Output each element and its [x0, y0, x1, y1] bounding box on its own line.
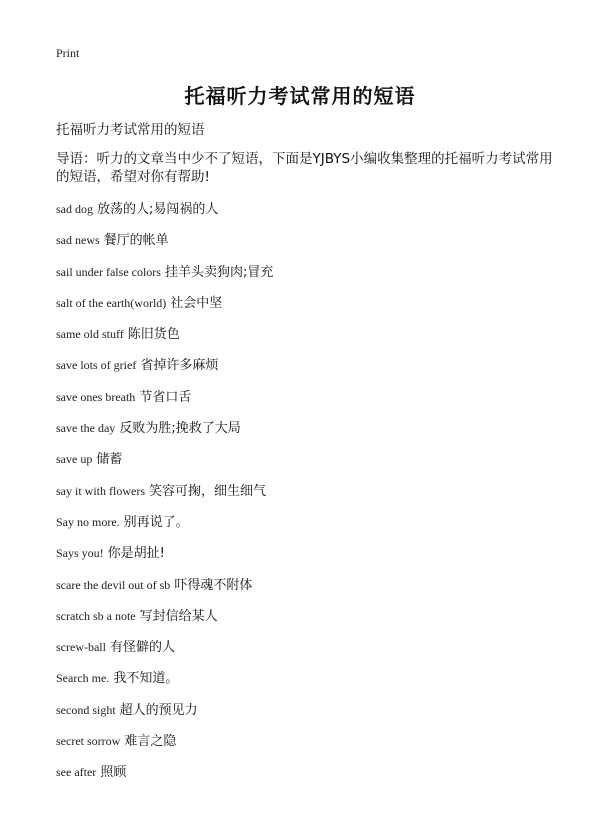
- phrase-english: save up: [56, 452, 93, 467]
- phrase-chinese: 陈旧货色: [127, 327, 180, 343]
- phrase-english: Say no more.: [56, 514, 120, 529]
- phrase-entry: [56, 511, 576, 542]
- phrase-english: see after: [56, 765, 97, 780]
- phrase-chinese: 省掉许多麻烦: [140, 358, 219, 374]
- phrase-entry: [56, 667, 576, 698]
- phrase-entry: [56, 448, 576, 479]
- print-link[interactable]: Print: [56, 46, 80, 60]
- phrase-english: scare the devil out of sb: [56, 577, 171, 592]
- phrase-entry: [56, 229, 576, 260]
- phrase-english: same old stuff: [56, 327, 124, 342]
- phrase-english: Search me.: [56, 671, 110, 686]
- phrase-english: Says you!: [56, 546, 104, 561]
- phrase-entry: [56, 730, 576, 761]
- phrase-chinese: 吓得魂不附体: [174, 577, 253, 593]
- phrase-chinese: 社会中坚: [170, 295, 223, 311]
- phrase-chinese: 别再说了。: [123, 514, 189, 530]
- phrase-chinese: 有怪僻的人: [109, 640, 175, 656]
- phrase-english: sad news: [56, 233, 100, 248]
- phrase-chinese: 你是胡扯!: [107, 546, 165, 562]
- phrase-entry: [56, 636, 576, 667]
- phrase-english: save lots of grief: [56, 358, 137, 373]
- phrase-entry: [56, 761, 576, 792]
- phrase-entry: [56, 386, 576, 417]
- phrase-chinese: 我不知道。: [113, 671, 179, 687]
- phrase-chinese: 照顾: [100, 765, 127, 781]
- phrase-entry: [56, 417, 576, 448]
- phrase-chinese: 笑容可掬，细生细气: [149, 483, 267, 499]
- phrase-chinese: 反败为胜;挽救了大局: [119, 421, 241, 437]
- phrase-entry: [56, 542, 576, 573]
- phrase-list: [56, 198, 576, 793]
- phrase-entry: [56, 292, 576, 323]
- phrase-entry: [56, 480, 576, 511]
- phrase-entry: [56, 605, 576, 636]
- phrase-english: sail under false colors: [56, 264, 161, 279]
- phrase-entry: [56, 574, 576, 605]
- phrase-chinese: 写封信给某人: [139, 608, 218, 624]
- phrase-entry: [56, 261, 576, 292]
- phrase-chinese: 储蓄: [96, 452, 123, 468]
- phrase-entry: [56, 354, 576, 385]
- article-intro: 导语：听力的文章当中少不了短语，下面是YJBYS小编收集整理的托福听力考试常用的短语，希望对你有帮助!: [56, 151, 553, 185]
- phrase-english: sad dog: [56, 202, 93, 216]
- phrase-chinese: 难言之隐: [124, 734, 177, 750]
- phrase-english: secret sorrow: [56, 734, 121, 749]
- phrase-entry: [56, 323, 576, 354]
- phrase-chinese: 放荡的人;易闯祸的人: [97, 202, 219, 217]
- phrase-chinese: 超人的预见力: [119, 702, 198, 718]
- phrase-english: save the day: [56, 421, 116, 436]
- phrase-english: screw-ball: [56, 640, 106, 655]
- phrase-english: salt of the earth(world): [56, 295, 167, 310]
- phrase-chinese: 节省口舌: [139, 389, 192, 405]
- phrase-english: second sight: [56, 702, 116, 717]
- phrase-chinese: 挂羊头卖狗肉;冒充: [164, 264, 274, 280]
- phrase-entry: [56, 198, 576, 229]
- phrase-english: scratch sb a note: [56, 608, 136, 623]
- phrase-chinese: 餐厅的帐单: [103, 233, 169, 249]
- phrase-english: save ones breath: [56, 389, 136, 404]
- page-title: 托福听力考试常用的短语: [184, 84, 416, 108]
- phrase-entry: [56, 699, 576, 730]
- article-subtitle: 托福听力考试常用的短语: [56, 122, 205, 138]
- phrase-english: say it with flowers: [56, 483, 145, 498]
